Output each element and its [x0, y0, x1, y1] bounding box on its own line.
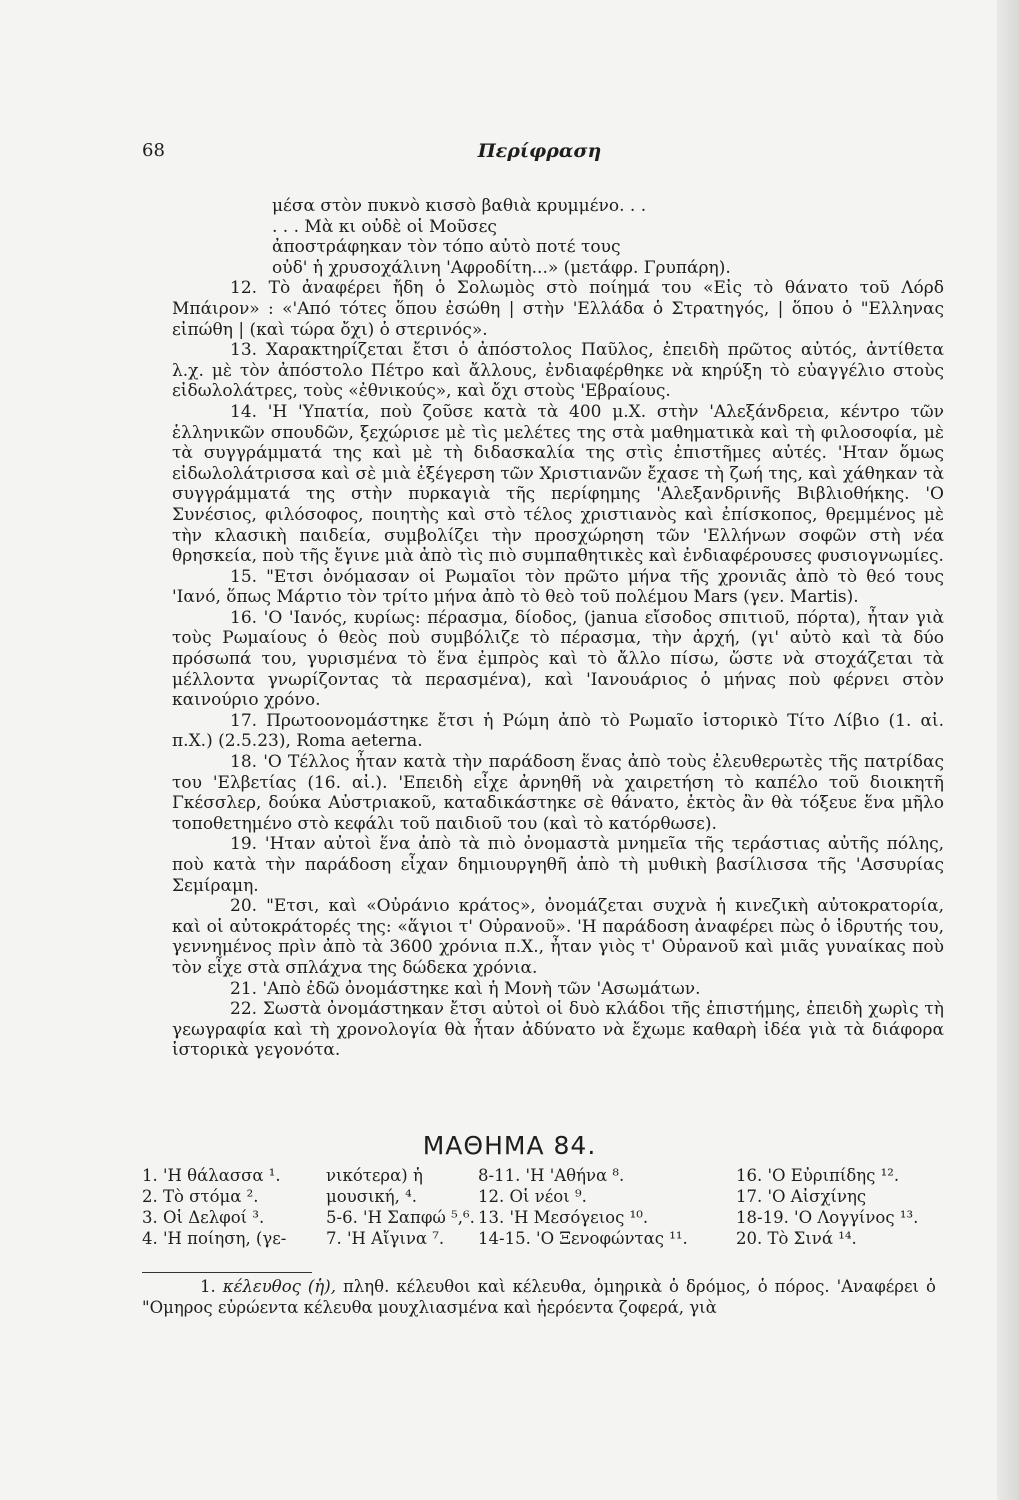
answer-cell: 4. 'Η ποίηση, (γε-: [142, 1229, 287, 1248]
poem-quote: [272, 196, 944, 278]
note-19: 19. 'Ηταν αὐτοὶ ἕνα ἀπὸ τὰ πιὸ ὀνομαστὰ μνημεῖα τῆς τεράστιας αὐτῆς πόλης, ποὺ κατὰ τὴν παράδοση εἶχαν δημιουργηθῆ ἀπὸ τὴ μυθικὴ βασίλισσα τῆς 'Ασσυρίας Σεμίραμη.: [172, 834, 944, 896]
note-14: 14. 'Η 'Υπατία, ποὺ ζοῦσε κατὰ τὰ 400 μ.Χ. στὴν 'Αλεξάνδρεια, κέντρο τῶν ἑλληνικῶν σπουδῶν, ξεχώρισε μὲ τὶς μελέτες της στὰ μαθηματικὰ καὶ τὴ φιλοσοφία, μὲ τὰ συγγράμματά της καὶ μὲ τὴ διδασκαλία της στὶς ἐπιστῆμες αὐτές. 'Ηταν ὅμως εἰδωλολάτρισσα καὶ σὲ μιὰ ἐξέγερση τῶν Χριστιανῶν ἔχασε τὴ ζωή της, καὶ χάθηκαν τὰ συγγράμματά της στὴν πυρκαγιὰ τῆς περίφημης 'Αλεξανδρινῆς Βιβλιοθήκης. 'Ο Συνέσιος, φιλόσοφος, ποιητὴς καὶ στὸ τέλος χριστιανὸς καὶ ἐπίσκοπος, θρεμμένος μὲ τὴν κλασικὴ παιδεία, συμβολίζει τὴν προσχώρηση τῶν 'Ελλήνων σοφῶν στὴ νέα θρησκεία, ποὺ τῆς ἔγινε μιὰ ἀπὸ τὶς πιὸ συμπαθητικὲς καὶ ἐνδιαφέρουσες φυσιογνωμίες.: [172, 401, 944, 567]
answer-cell: 8-11. 'Η 'Αθήνα ⁸.: [478, 1166, 625, 1185]
answer-row: [142, 1208, 942, 1229]
poem-line: οὐδ' ἡ χρυσοχάλινη 'Αφροδίτη...» (μετάφρ. Γρυπάρη).: [272, 257, 731, 278]
poem-line: ἀποστράφηκαν τὸν τόπο αὐτὸ ποτέ τους: [272, 237, 621, 258]
poem-line: μέσα στὸν πυκνὸ κισσὸ βαθιὰ κρυμμένο. . .: [272, 196, 647, 216]
page-edge-shadow: [997, 0, 1019, 1500]
footnote-1: [142, 1276, 936, 1318]
answer-cell: 20. Τὸ Σινά ¹⁴.: [736, 1229, 857, 1248]
answer-row: [142, 1229, 942, 1250]
answer-cell: 17. 'Ο Αἰσχίνης: [736, 1187, 867, 1206]
note-12: 12. Τὸ ἀναφέρει ἤδη ὁ Σολωμὸς στὸ ποίημά του «Εἰς τὸ θάνατο τοῦ Λόρδ Μπάιρον» : «'Από τότες ὅπου ἐσώθη | στὴν 'Ελλάδα ὁ Στρατηγός, | ὅπου ὁ "Ελληνας εἰπώθη | (καὶ τώρα ὄχι) ὁ στερινός».: [172, 278, 944, 340]
note-17: 17. Πρωτοονομάστηκε ἔτσι ἡ Ρώμη ἀπὸ τὸ Ρωμαῖο ἱστορικὸ Τίτο Λίβιο (1. αἰ. π.Χ.) (2.5.23), Roma aeterna.: [172, 710, 944, 752]
note-20: 20. "Ετσι, καὶ «Οὐράνιο κράτος», ὀνομάζεται συχνὰ ἡ κινεζικὴ αὐτοκρατορία, καὶ οἱ αὐτοκράτορές της: «ἅγιοι τ' Οὐρανοῦ». 'Η παράδοση ἀναφέρει πὼς ὁ ἱδρυτής του, γεννημένος πρὶν ἀπὸ τὰ 3600 χρόνια π.Χ., ἦταν γιὸς τ' Οὐρανοῦ καὶ μιᾶς γυναίκας ποὺ τὸν εἶχε στὰ σπλάχνα της δώδεκα χρόνια.: [172, 896, 944, 978]
answers-table: [142, 1166, 942, 1250]
note-16: 16. 'Ο 'Ιανός, κυρίως: πέρασμα, δίοδος, (janua εἴσοδος σπιτιοῦ, πόρτα), ἦταν γιὰ τοὺς Ρωμαίους ὁ θεὸς ποὺ συμβόλιζε τὸ πέρασμα, τὴν ἀρχή, (γι' αὐτὸ καὶ τὰ δύο πρόσωπά του, γυρισμένα τὸ ἕνα ἐμπρὸς καὶ τὸ ἄλλο πίσω, ὥστε νὰ στοχάζεται τὰ μέλλοντα γνωρίζοντας τὰ περασμένα), καὶ 'Ιανουάριος ὁ μήνας ποὺ φέρνει στὸν καινούριο χρόνο.: [172, 607, 944, 711]
note-22: 22. Σωστὰ ὀνομάστηκαν ἔτσι αὐτοὶ οἱ δυὸ κλάδοι τῆς ἐπιστήμης, ἐπειδὴ χωρὶς τὴ γεωγραφία καὶ τὴ χρονολογία θὰ ἦταν ἀδύνατο νὰ ἔχωμε καθαρὴ ἰδέα γιὰ τὰ διάφορα ἱστορικὰ γεγονότα.: [172, 999, 944, 1061]
answer-cell: 3. Οἱ Δελφοί ³.: [142, 1208, 265, 1227]
answer-cell: 2. Τὸ στόμα ².: [142, 1187, 259, 1206]
answer-cell: 7. 'Η Αἴγινα ⁷.: [326, 1229, 445, 1248]
answer-cell: 1. 'Η θάλασσα ¹.: [142, 1166, 281, 1185]
note-15: 15. "Ετσι ὀνόμασαν οἱ Ρωμαῖοι τὸν πρῶτο μήνα τῆς χρονιᾶς ἀπὸ τὸ θεό τους 'Ιανό, ὅπως Μάρτιο τὸν τρίτο μήνα ἀπὸ τὸ θεὸ τοῦ πολέμου Mars (γεν. Martis).: [172, 566, 944, 608]
answer-cell: 16. 'Ο Εὐριπίδης ¹².: [736, 1166, 900, 1185]
answer-cell: 14-15. 'Ο Ξενοφώντας ¹¹.: [478, 1229, 688, 1248]
footnote-term: κέλευθος (ἡ),: [222, 1277, 336, 1296]
lesson-title: ΜΑΘΗΜΑ 84.: [422, 1131, 597, 1160]
page-number: 68: [142, 140, 165, 161]
answer-row: [142, 1166, 942, 1187]
answer-cell: μουσική, ⁴.: [326, 1187, 417, 1206]
answer-cell: 18-19. 'Ο Λογγίνος ¹³.: [736, 1208, 919, 1227]
footnote-divider: [142, 1272, 312, 1273]
note-21: 21. 'Απὸ ἐδῶ ὀνομάστηκε καὶ ἡ Μονὴ τῶν 'Ασωμάτων.: [230, 978, 701, 999]
running-title: Περίφραση: [477, 140, 602, 162]
answer-cell: 5-6. 'Η Σαπφώ ⁵,⁶.: [326, 1208, 475, 1227]
note-13: 13. Χαρακτηρίζεται ἔτσι ὁ ἀπόστολος Παῦλος, ἐπειδὴ πρῶτος αὐτός, ἀντίθετα λ.χ. μὲ τὸν ἀπόστολο Πέτρο καὶ ἄλλους, ἐνδιαφέρθηκε νὰ κηρύξη τὸ εὐαγγέλιο στοὺς εἰδωλολάτρες, τοὺς «ἐθνικούς», καὶ ὄχι στοὺς 'Εβραίους.: [172, 340, 944, 402]
answer-cell: 12. Οἱ νέοι ⁹.: [478, 1187, 587, 1206]
answer-cell: 13. 'Η Μεσόγειος ¹⁰.: [478, 1208, 649, 1227]
page-header: [142, 140, 937, 170]
body-text: [172, 196, 944, 1061]
footnote-text: πληθ. κέλευθοι καὶ κέλευθα, ὁμηρικὰ ὁ δρόμος, ὁ πόρος. 'Αναφέρει ὁ "Ομηρος εὐρώεντα κέλευθα μουχλιασμένα καὶ ἠερόεντα ζοφερά, γιὰ: [142, 1277, 936, 1317]
poem-line: . . . Μὰ κι οὐδὲ οἱ Μοῦσες: [272, 216, 497, 237]
note-18: 18. 'Ο Τέλλος ἦταν κατὰ τὴν παράδοση ἕνας ἀπὸ τοὺς ἐλευθερωτὲς τῆς πατρίδας του 'Ελβετίας (16. αἰ.). 'Επειδὴ εἶχε ἀρνηθῆ νὰ χαιρετήση τὸ καπέλο τοῦ διοικητῆ Γκέσσλερ, δούκα Αὐστριακοῦ, καταδικάστηκε σὲ θάνατο, ἐκτὸς ἂν θὰ τόξευε ἕνα μῆλο τοποθετημένο στὸ κεφάλι τοῦ παιδιοῦ του (καὶ τὸ κατόρθωσε).: [172, 752, 944, 834]
answer-cell: νικότερα) ἡ: [326, 1166, 423, 1185]
footnote-number: 1.: [200, 1277, 216, 1296]
answer-row: [142, 1187, 942, 1208]
